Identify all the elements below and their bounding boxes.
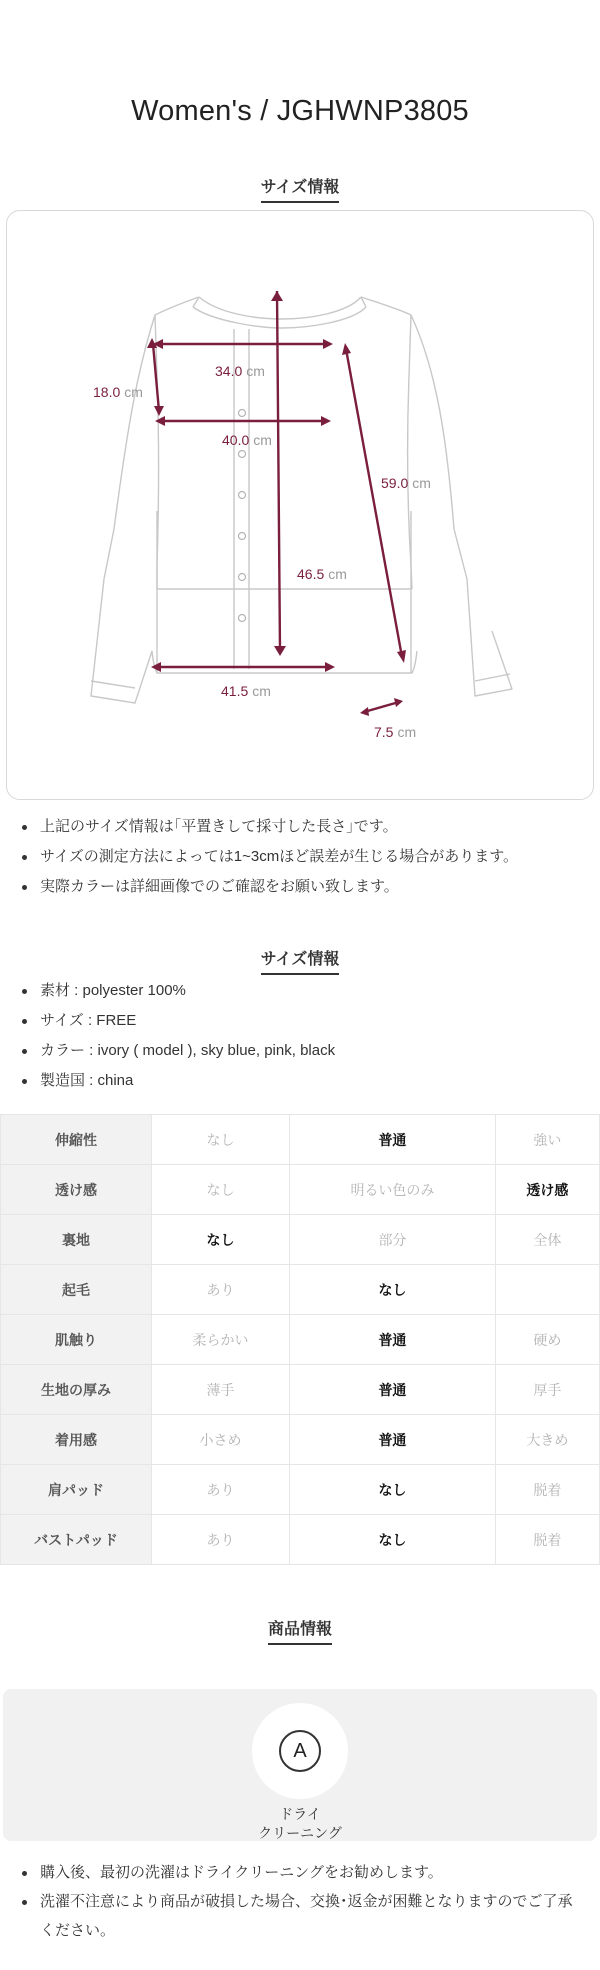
spec-option-selected: 普通 (290, 1415, 496, 1465)
list-item: 素材 : polyester 100% (0, 976, 335, 1006)
spec-option-selected: なし (290, 1515, 496, 1565)
spec-option: 小さめ (152, 1415, 290, 1465)
spec-option-selected: 透け感 (495, 1165, 599, 1215)
spec-option-selected: 普通 (290, 1315, 496, 1365)
spec-row-label: 肌触り (1, 1315, 152, 1365)
size-info-heading: サイズ情報 (0, 174, 600, 203)
spec-option: あり (152, 1265, 290, 1315)
spec-option: 強い (495, 1115, 599, 1165)
spec-row-label: 生地の厚み (1, 1365, 152, 1415)
spec-option: なし (152, 1165, 290, 1215)
table-row (1, 1215, 600, 1265)
table-row (1, 1415, 600, 1465)
spec-option: 脱着 (495, 1515, 599, 1565)
spec-option: あり (152, 1465, 290, 1515)
cuff-label: 7.5 cm (374, 724, 417, 740)
spec-row-label: 透け感 (1, 1165, 152, 1215)
table-row (1, 1315, 600, 1365)
spec-option-selected: 普通 (290, 1115, 496, 1165)
spec-row-label: 肩パッド (1, 1465, 152, 1515)
measure-labels (93, 363, 431, 740)
table-row (1, 1265, 600, 1315)
list-item: 上記のサイズ情報は｢平置きして採寸した長さ｣です。 (0, 812, 518, 842)
spec-option (495, 1265, 599, 1315)
length-label: 46.5 cm (297, 566, 347, 582)
page-title: Women's / JGHWNP3805 (131, 95, 469, 127)
spec-option: 柔らかい (152, 1315, 290, 1365)
list-item: 製造国 : china (0, 1066, 335, 1096)
spec-option: 明るい色のみ (290, 1165, 496, 1215)
hem-label: 41.5 cm (221, 683, 271, 699)
armhole-label: 18.0 cm (93, 384, 143, 400)
table-row (1, 1515, 600, 1565)
table-row (1, 1115, 600, 1165)
shoulder-label: 34.0 cm (215, 363, 265, 379)
material-heading: サイズ情報 (0, 946, 600, 975)
spec-option-selected: なし (290, 1465, 496, 1515)
care-label: ドライ クリーニング (258, 1806, 342, 1841)
spec-option-selected: なし (152, 1215, 290, 1265)
care-notes (0, 1858, 600, 1945)
chest-label: 40.0 cm (222, 432, 272, 448)
spec-row-label: 裏地 (1, 1215, 152, 1265)
product-info-heading: 商品情報 (0, 1616, 600, 1645)
size-diagram (6, 210, 594, 800)
spec-option: あり (152, 1515, 290, 1565)
spec-option: 硬め (495, 1315, 599, 1365)
cardigan-flat-diagram (7, 211, 593, 799)
spec-option: 厚手 (495, 1365, 599, 1415)
care-panel (3, 1689, 597, 1841)
spec-option: 脱着 (495, 1465, 599, 1515)
spec-option: 大きめ (495, 1415, 599, 1465)
spec-row-label: バストパッド (1, 1515, 152, 1565)
table-row (1, 1465, 600, 1515)
list-item: 実際カラーは詳細画像でのご確認をお願い致します。 (0, 872, 518, 902)
spec-option: 全体 (495, 1215, 599, 1265)
list-item: 購入後、最初の洗濯はドライクリーニングをお勧めします。 (0, 1858, 600, 1887)
care-symbol-badge (252, 1703, 348, 1799)
table-row (1, 1165, 600, 1215)
list-item: 洗濯不注意により商品が破損した場合、交換･返金が困難となりますのでご了承ください。 (0, 1887, 600, 1945)
spec-option-selected: なし (290, 1265, 496, 1315)
size-notes (0, 812, 518, 902)
spec-row-label: 起毛 (1, 1265, 152, 1315)
list-item: サイズ : FREE (0, 1006, 335, 1036)
list-item: カラー : ivory ( model ), sky blue, pink, black (0, 1036, 335, 1066)
spec-option: 薄手 (152, 1365, 290, 1415)
measure-lines (147, 291, 406, 716)
spec-option: なし (152, 1115, 290, 1165)
spec-option: 部分 (290, 1215, 496, 1265)
fabric-spec-table (0, 1114, 600, 1565)
sleeve-label: 59.0 cm (381, 475, 431, 491)
spec-option-selected: 普通 (290, 1365, 496, 1415)
dry-clean-icon: A (279, 1730, 321, 1772)
spec-row-label: 伸縮性 (1, 1115, 152, 1165)
table-row (1, 1365, 600, 1415)
material-list (0, 976, 335, 1096)
spec-row-label: 着用感 (1, 1415, 152, 1465)
list-item: サイズの測定方法によっては1~3cmほど誤差が生じる場合があります。 (0, 842, 518, 872)
